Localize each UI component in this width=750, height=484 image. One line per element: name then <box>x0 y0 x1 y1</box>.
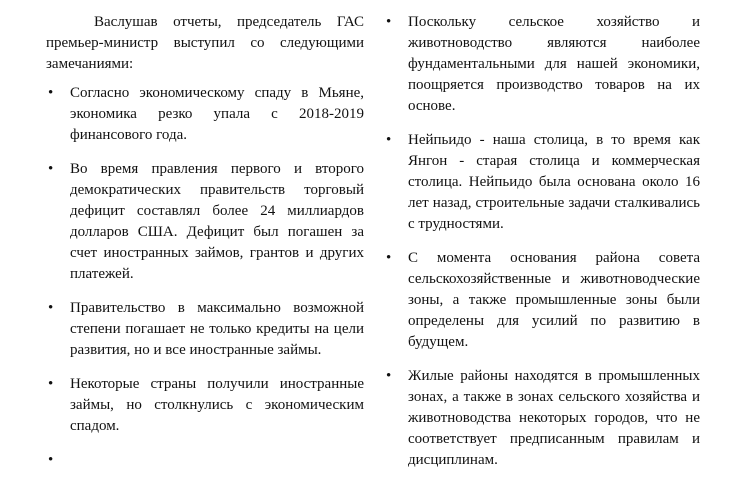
bullet-icon: • <box>48 300 54 316</box>
list-item <box>384 248 700 353</box>
bullet-icon: • <box>48 376 54 392</box>
list-item <box>46 298 364 361</box>
list-item <box>384 366 700 471</box>
left-bullet-list <box>46 83 364 464</box>
list-item-text: Во время правления первого и второго демократических правительств торговый дефицит составлял более 24 миллиардов долларов США. Дефицит был погашен за счет иностранных займов, грантов и других платежей. <box>70 161 364 282</box>
list-item <box>384 130 700 235</box>
bullet-icon: • <box>48 452 54 464</box>
list-item-text: Нейпьидо - наша столица, в то время как Янгон - старая столица и коммерческая столица. Нейпьидо была основана около 16 лет назад, строительные задачи сталкивались с трудностями. <box>408 132 700 232</box>
bullet-icon: • <box>386 368 392 384</box>
bullet-icon: • <box>386 250 392 266</box>
left-column <box>46 12 364 477</box>
bullet-icon: • <box>48 85 54 101</box>
list-item-text: Согласно экономическому спаду в Мьяне, экономика резко упала с 2018-2019 финансового года. <box>70 85 364 143</box>
bullet-icon: • <box>386 132 392 148</box>
list-item-text: Жилые районы находятся в промышленных зонах, а также в зонах сельского хозяйства и животноводства некоторых городов, что не соответствует предписанным правилам и дисциплинам. <box>408 368 700 468</box>
list-item-text: С момента основания района совета сельскохозяйственные и животноводческие зоны, а также промышленные зоны были определены для усилий по развитию в будущем. <box>408 250 700 350</box>
list-item <box>46 83 364 146</box>
right-bullet-list <box>384 12 700 471</box>
list-item-text: Правительство в максимально возможной степени погашает не только кредиты на цели развития, но и все иностранные займы. <box>70 300 364 358</box>
list-item-text: Некоторые страны получили иностранные займы, но столкнулись с экономическим спадом. <box>70 376 364 434</box>
bullet-icon: • <box>48 161 54 177</box>
right-column <box>384 12 700 484</box>
bullet-icon: • <box>386 14 392 30</box>
list-item <box>384 12 700 117</box>
list-item <box>46 159 364 285</box>
list-item-text: Поскольку сельское хозяйство и животноводство являются наиболее фундаментальными для нашей экономики, поощряется производство товаров на их основе. <box>408 14 700 114</box>
list-item <box>46 374 364 437</box>
list-item-partial <box>46 450 364 464</box>
intro-paragraph: Васлушав отчеты, председатель ГАС премьер-министр выступил со следующими замечаниями: <box>46 14 364 72</box>
